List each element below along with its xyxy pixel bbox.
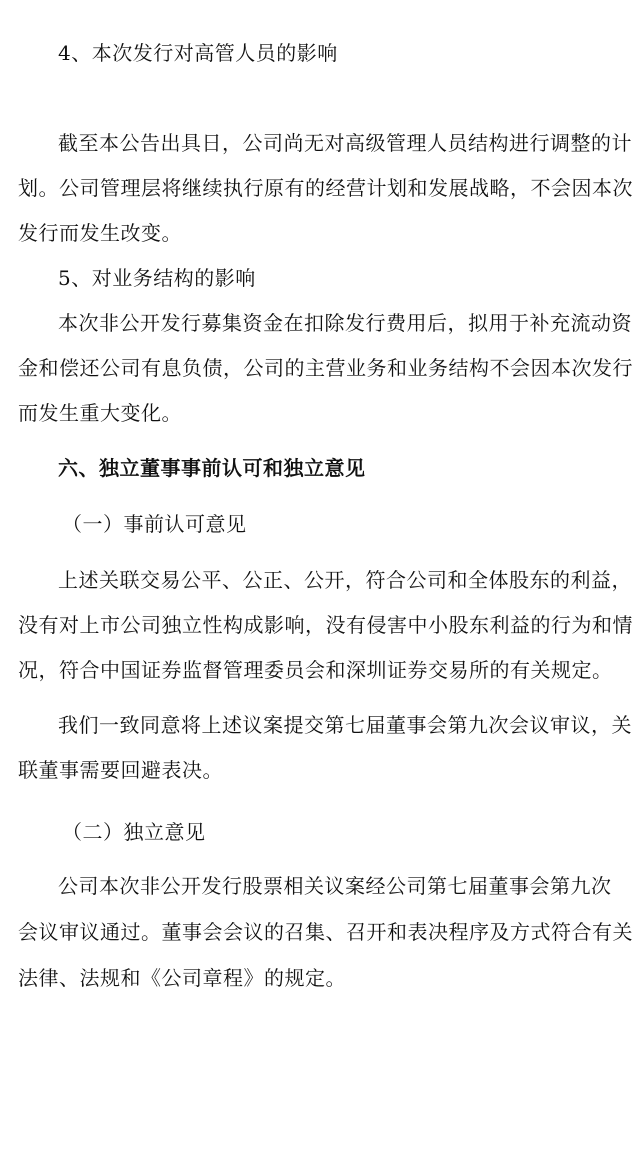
- paragraph-line: 截至本公告出具日，公司尚无对高级管理人员结构进行调整的计: [58, 131, 632, 155]
- paragraph-line: 没有对上市公司独立性构成影响，没有侵害中小股东利益的行为和情: [18, 613, 633, 637]
- paragraph-line: 发行而发生改变。: [18, 221, 182, 245]
- section-heading: 4、本次发行对高管人员的影响: [58, 41, 338, 65]
- paragraph-line: 会议审议通过。董事会会议的召集、召开和表决程序及方式符合有关: [18, 920, 633, 944]
- paragraph-line: 联董事需要回避表决。: [18, 758, 223, 782]
- chapter-heading: 六、独立董事事前认可和独立意见: [58, 456, 366, 480]
- paragraph-line: 划。公司管理层将继续执行原有的经营计划和发展战略，不会因本次: [18, 176, 633, 200]
- paragraph-line: 况，符合中国证券监督管理委员会和深圳证券交易所的有关规定。: [18, 658, 613, 682]
- paragraph-line: 我们一致同意将上述议案提交第七届董事会第九次会议审议，关: [58, 713, 632, 737]
- paragraph-line: 而发生重大变化。: [18, 401, 182, 425]
- subsection-heading: （二）独立意见: [62, 820, 206, 844]
- subsection-heading: （一）事前认可意见: [62, 512, 247, 536]
- paragraph-line: 本次非公开发行募集资金在扣除发行费用后，拟用于补充流动资: [58, 311, 632, 335]
- paragraph-line: 公司本次非公开发行股票相关议案经公司第七届董事会第九次: [58, 874, 612, 898]
- paragraph-line: 金和偿还公司有息负债，公司的主营业务和业务结构不会因本次发行: [18, 356, 633, 380]
- paragraph-line: 上述关联交易公平、公正、公开，符合公司和全体股东的利益，: [58, 568, 632, 592]
- section-heading: 5、对业务结构的影响: [58, 266, 256, 290]
- paragraph-line: 法律、法规和《公司章程》的规定。: [18, 966, 346, 990]
